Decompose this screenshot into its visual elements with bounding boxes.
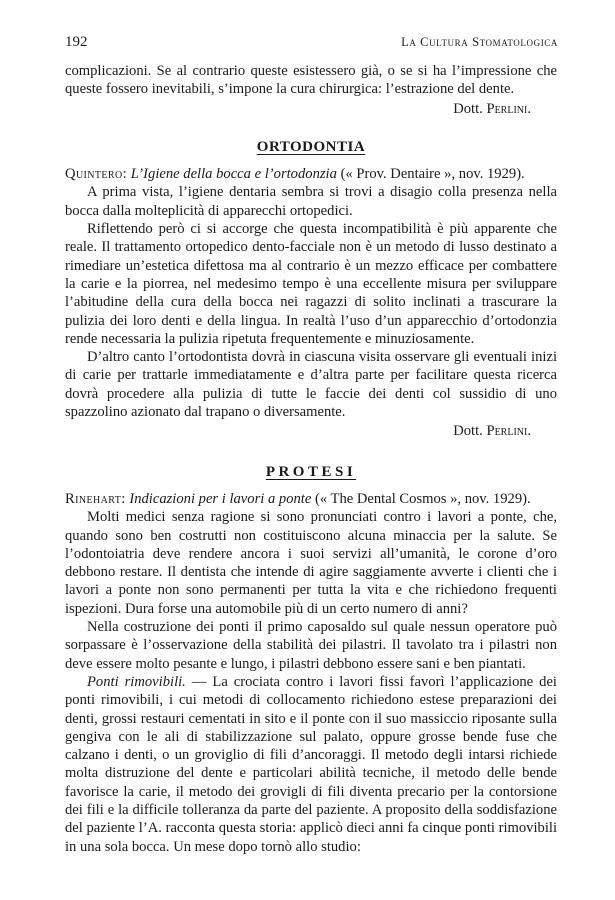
intro-signature bbox=[65, 100, 557, 118]
ortodontia-paragraph-3: D’altro canto l’ortodontista dovrà in ciascuna visita osservare gli eventuali inizi di carie per trattarle immediatamente e d’altra parte per facilitare questa ricerca dovrà procedere alla pulizia di tutte le faccie dei denti col sussidio di uno spazzolino azionato dal trapano o diversamente. bbox=[65, 349, 557, 421]
protesi-citation bbox=[65, 490, 557, 508]
page-number: 192 bbox=[65, 34, 88, 50]
signature-name: Perlini. bbox=[486, 423, 531, 440]
section-heading-ortodontia: ORTODONTIA bbox=[256, 138, 366, 155]
intro-paragraph: complicazioni. Se al contrario queste esistessero già, o se si ha l’impressione che queste fossero inevitabili, s’impone la cura chirurgica: l’estrazione del dente. bbox=[65, 63, 557, 98]
signature-prefix: Dott. bbox=[453, 100, 483, 117]
removable-text: — La crociata contro i lavori fissi favorì l’applicazione dei ponti rimovibili, i cui metodi di collocamento richiedono estese preparazioni dei denti, grossi restauri cementati in sito e il ponte con il suo massiccio riposante sulla gengiva con le ali di stabilizzazione sul palato, oppure grosse bende fuse che calzano i denti, o un groviglio di fili d’ancoraggi. Il metodo degli intarsi richiede molta distruzione del dente e particolari abilità tecniche, il metodo delle bende favorisce la carie, il metodo dei grovigli di fili diventa precario per la contorsione dei fili e la difficile tolleranza da parte del paziente. A proposito della soddisfazione del paziente l’A. racconta questa storia: applicò dieci anni fa cinque ponti rimovibili in una sola bocca. Un mese dopo tornò allo studio: bbox=[65, 673, 557, 855]
ortodontia-paragraph-1: A prima vista, l’igiene dentaria sembra si trovi a disagio colla presenza nella bocca dalla molteplicità di apparecchi ortopedici. bbox=[65, 184, 557, 219]
protesi-paragraph-2: Nella costruzione dei ponti il primo caposaldo sul quale nessun operatore può sorpassare è l’osservazione della stabilità dei pilastri. Il tavolato tra i pilastri non deve essere molto pesante e lungo, i pilastri debbono essere sani e ben piantati. bbox=[65, 619, 557, 672]
running-head bbox=[65, 33, 558, 53]
citation-title: L’Igiene della bocca e l’ortodonzia bbox=[130, 166, 337, 183]
section-heading-protesi: PROTESI bbox=[265, 463, 357, 480]
ortodontia-paragraph-2: Riflettendo però ci si accorge che questa incompatibilità è più apparente che reale. Il trattamento ortopedico dento-facciale non è un metodo di lusso destinato a rimediare un’estetica difettosa ma al contrario è un mezzo efficace per combattere la carie e la piorrea, nel medesimo tempo è una eccellente misura per sviluppare l’abitudine della cura della bocca nei ragazzi di solito inclinati a trascurare la pulizia dei loro denti e della lingua. In realtà l’uso d’un apparecchio d’ortodonzia rende necessaria la pulizia ripetuta frequentemente e minuziosamente. bbox=[65, 221, 557, 347]
citation-source: (« The Dental Cosmos », nov. 1929). bbox=[314, 490, 531, 507]
page-content bbox=[65, 62, 557, 856]
signature-name: Perlini. bbox=[486, 100, 531, 117]
ortodontia-signature bbox=[65, 422, 557, 440]
removable-lead: Ponti rimovibili. bbox=[87, 673, 186, 690]
protesi-paragraph-1: Molti medici senza ragione si sono pronunciati contro i lavori a ponte, che, quando sono ben costrutti non costituiscono alcuna minaccia per la salute. Se l’odontoiatria deve rendere ancora i suoi servizi all’umanità, le corone d’oro debbono restare. Il dentista che intende di agire saggiamente avverte i clienti che i lavori a ponte non sono permanenti per tutta la vita e che richiedono frequenti ispezioni. Dura forse una automobile più di un certo numero di anni? bbox=[65, 509, 557, 617]
ortodontia-citation bbox=[65, 165, 557, 183]
journal-title: La Cultura Stomatologica bbox=[401, 35, 558, 49]
signature-prefix: Dott. bbox=[453, 423, 483, 440]
citation-author: Rinehart: bbox=[65, 490, 126, 507]
citation-title: Indicazioni per i lavori a ponte bbox=[129, 490, 312, 507]
protesi-paragraph-removable bbox=[65, 673, 557, 856]
citation-source: (« Prov. Dentaire », nov. 1929). bbox=[340, 166, 525, 183]
citation-author: Quintero: bbox=[65, 166, 128, 183]
